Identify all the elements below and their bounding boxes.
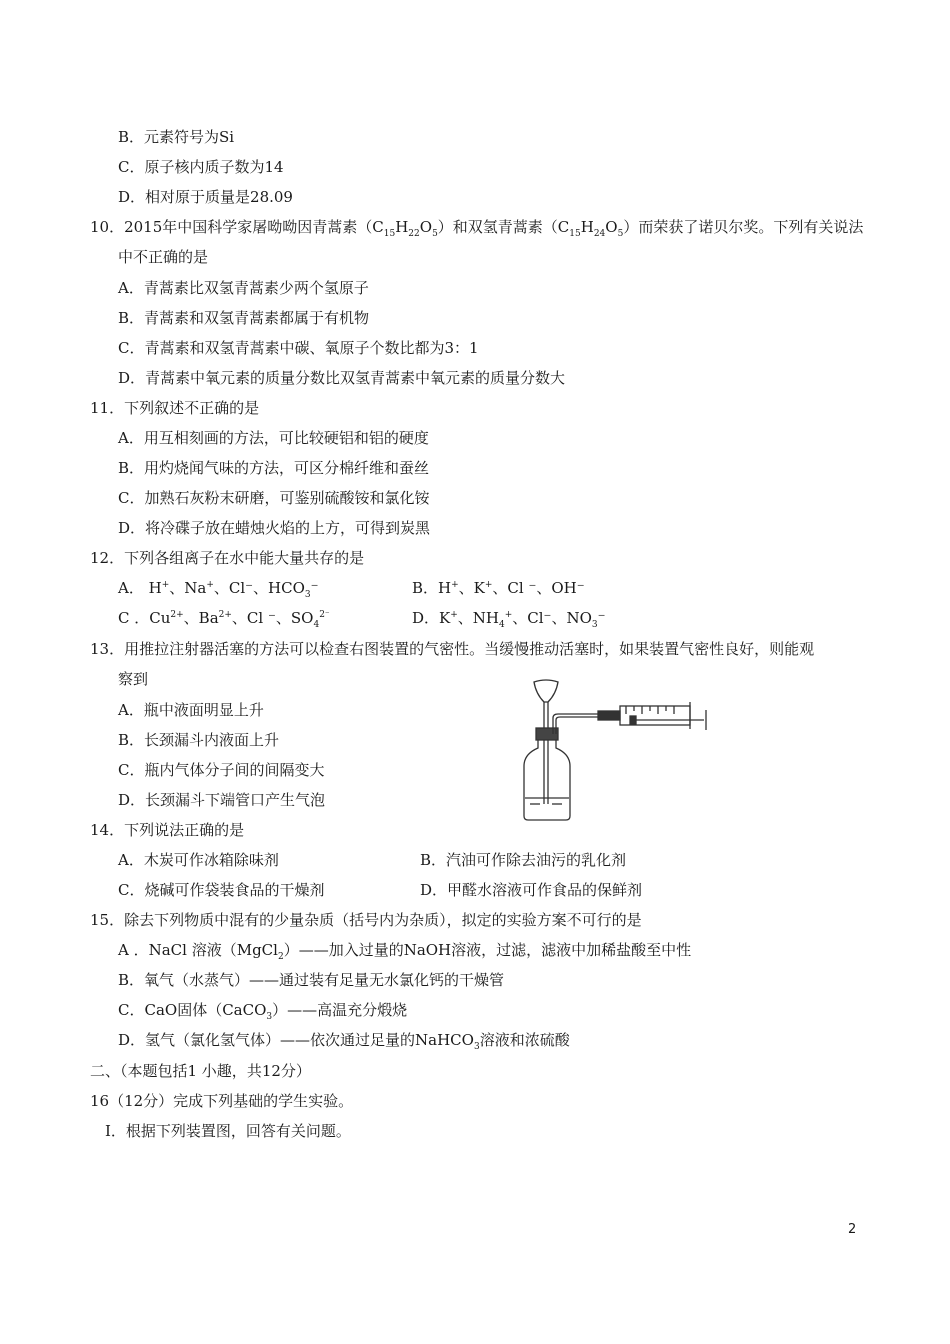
q10-option-c: C．青蒿素和双氢青蒿素中碳、氧原子个数比都为3：1 (118, 339, 479, 357)
q13-option-a: A．瓶中液面明显上升 (118, 701, 264, 719)
q11-stem: 11．下列叙述不正确的是 (90, 399, 260, 417)
q12-option-d: D．K+、$NH_4^+$、Cl⁻、$NO_3^-$ (412, 609, 606, 630)
q14-option-b: B．汽油可作除去油污的乳化剂 (420, 851, 627, 869)
q9-option-b: B．元素符号为Si (118, 128, 235, 146)
q16-part-1: I．根据下列装置图，回答有关问题。 (105, 1122, 351, 1140)
q11-option-c: C．加熟石灰粉末研磨，可鉴别硫酸铵和氯化铵 (118, 489, 430, 507)
q10-option-d: D．青蒿素中氧元素的质量分数比双氢青蒿素中氧元素的质量分数大 (118, 369, 566, 387)
q12-option-c: C ．$Cu^{2+}$、$Ba^{2+}$、Cl ⁻、$SO_4^{2^-}$ (118, 609, 330, 630)
syringe-graduations (626, 706, 674, 714)
q9-option-c: C．原子核内质子数为14 (118, 158, 284, 176)
q15-option-c: C．CaO固体（CaCO$_3$）——高温充分煅烧 (118, 1001, 408, 1022)
q10-option-a: A．青蒿素比双氢青蒿素少两个氢原子 (118, 279, 369, 297)
q11-option-b: B．用灼烧闻气味的方法，可区分棉纤维和蚕丝 (118, 459, 430, 477)
section-2-heading: 二、（本题包括1 小趣，共12分） (90, 1062, 311, 1080)
q15-option-a: A ．NaCl 溶液（MgCl$_2$）——加入过量的NaOH溶液，过滤，滤液中加稀盐酸至中性 (118, 941, 692, 962)
rubber-stopper (536, 728, 558, 740)
q16-stem: 16（12分）完成下列基础的学生实验。 (90, 1092, 354, 1110)
q14-option-d: D．甲醛水溶液可作食品的保鲜剂 (420, 881, 643, 899)
q12-option-b: B．H+、K+、Cl ⁻、OH⁻ (412, 579, 585, 597)
q15-option-d: D．氢气（氯化氢气体）——依次通过足量的NaHCO$_3$溶液和浓硫酸 (118, 1031, 570, 1052)
q13-option-b: B．长颈漏斗内液面上升 (118, 731, 280, 749)
bottle-neck (524, 740, 570, 820)
q11-option-a: A．用互相刻画的方法，可比较硬铝和铝的硬度 (118, 429, 429, 447)
page-number: 2 (848, 1222, 857, 1237)
airtightness-apparatus-figure (518, 676, 718, 824)
q10-stem-continued: 中不正确的是 (118, 248, 209, 266)
q12-stem: 12．下列各组离子在水中能大量共存的是 (90, 549, 365, 567)
syringe-plunger-head (630, 716, 636, 724)
q14-stem: 14．下列说法正确的是 (90, 821, 245, 839)
q13-stem-continued: 察到 (118, 670, 149, 688)
q14-option-a: A．木炭可作冰箱除味剂 (118, 851, 279, 869)
q9-option-d: D．相对原于质量是28.09 (118, 188, 293, 206)
q10-option-b: B．青蒿素和双氢青蒿素都属于有机物 (118, 309, 370, 327)
q15-stem: 15．除去下列物质中混有的少量杂质（括号内为杂质），拟定的实验方案不可行的是 (90, 911, 642, 929)
q14-option-c: C．烧碱可作袋装食品的干燥剂 (118, 881, 325, 899)
rubber-connector (598, 711, 620, 720)
q13-option-c: C．瓶内气体分子间的间隔变大 (118, 761, 325, 779)
q15-option-b: B．氧气（水蒸气）——通过装有足量无水氯化钙的干燥管 (118, 971, 505, 989)
q12-option-a: A． H+、Na+、Cl⁻、$HCO_3^-$ (118, 579, 319, 600)
q11-option-d: D．将冷碟子放在蜡烛火焰的上方，可得到炭黑 (118, 519, 431, 537)
funnel-bowl (534, 680, 558, 702)
q10-stem: 10．2015年中国科学家屠呦呦因青蒿素$(C_{15}H_{22}O_5)$和双氢青蒿素$(C_{15}H_{24}O_5)$而荣获了诺贝尔奖。下列有关说法 (90, 218, 864, 239)
q13-stem: 13．用推拉注射器活塞的方法可以检查右图装置的气密性。当缓慢推动活塞时，如果装置气密性良好，则能观 (90, 640, 815, 658)
q13-option-d: D．长颈漏斗下端管口产生气泡 (118, 791, 326, 809)
